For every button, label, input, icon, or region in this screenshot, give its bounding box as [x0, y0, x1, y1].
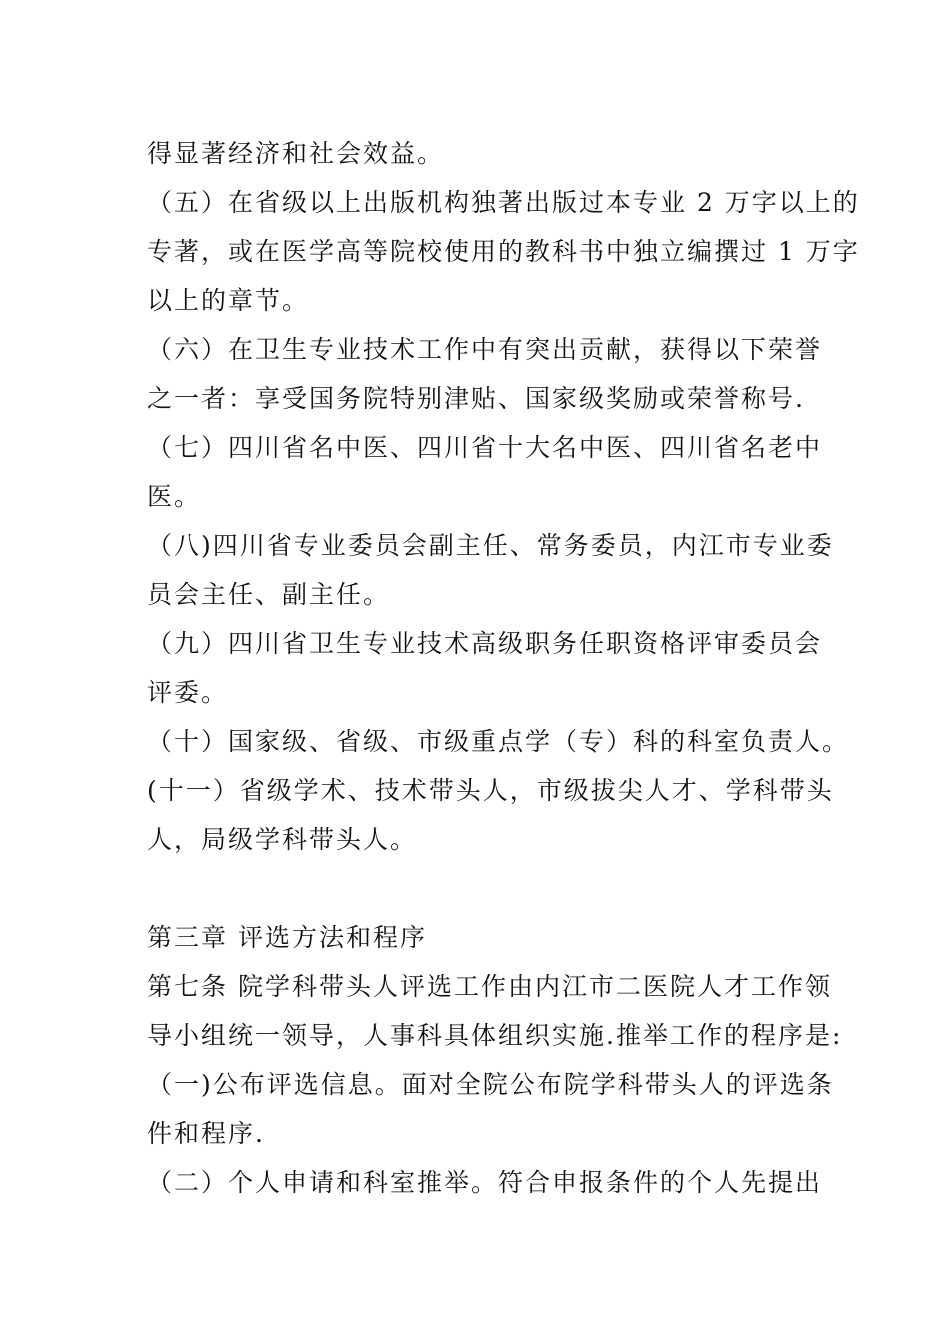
text-line: 评委。 — [147, 678, 229, 707]
chapter-heading: 第三章 评选方法和程序 — [147, 923, 427, 952]
text-line: （二）个人申请和科室推举。符合申报条件的个人先提出 — [147, 1168, 823, 1197]
text-line: 之一者：享受国务院特别津贴、国家级奖励或荣誉称号. — [147, 384, 805, 413]
text-line: 专著，或在医学高等院校使用的教科书中独立编撰过 1 万字 — [147, 237, 860, 266]
text-line: 员会主任、副主任。 — [147, 580, 391, 609]
text-line: （六）在卫生专业技术工作中有突出贡献，获得以下荣誉 — [147, 335, 823, 364]
text-line: 医。 — [147, 482, 202, 511]
text-line: （九）四川省卫生专业技术高级职务任职资格评审委员会 — [147, 629, 823, 658]
paragraph-gap — [147, 864, 812, 913]
text-line: （十）国家级、省级、市级重点学（专）科的科室负责人。 — [147, 727, 850, 756]
text-line: 件和程序. — [147, 1119, 265, 1148]
text-line: 得显著经济和社会效益。 — [147, 139, 445, 168]
text-line: 人，局级学科带头人。 — [147, 825, 418, 854]
text-line: 第七条 院学科带头人评选工作由内江市二医院人才工作领 — [147, 972, 832, 1001]
text-line: （五）在省级以上出版机构独著出版过本专业 2 万字以上的 — [147, 188, 860, 217]
text-line: （七）四川省名中医、四川省十大名中医、四川省名老中 — [147, 433, 823, 462]
text-line: 以上的章节。 — [147, 286, 310, 315]
text-line: （八)四川省专业委员会副主任、常务委员，内江市专业委 — [147, 531, 834, 560]
document-body — [147, 129, 860, 1207]
text-line: (十一）省级学术、技术带头人，市级拔尖人才、学科带头 — [147, 776, 834, 805]
text-line: 导小组统一领导，人事科具体组织实施.推举工作的程序是: — [147, 1021, 843, 1050]
text-line: （一)公布评选信息。面对全院公布院学科带头人的评选条 — [147, 1070, 834, 1099]
